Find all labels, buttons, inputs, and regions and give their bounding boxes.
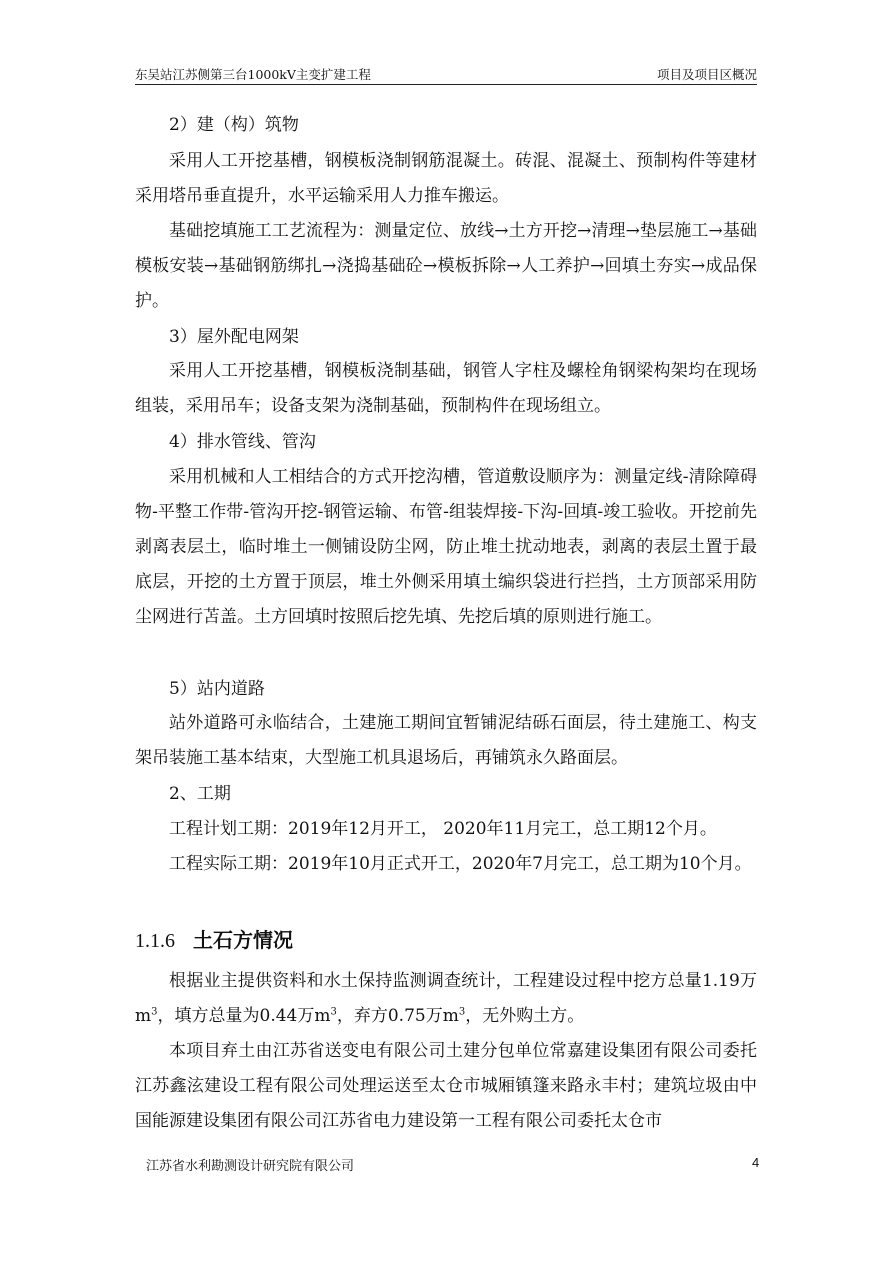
- paragraph-outdoor-frame: 采用人工开挖基槽，钢模板浇制基础，钢管人字柱及螺栓角钢梁构架均在现场组装，采用吊车；设备支架为浇制基础，预制构件在现场组立。: [135, 361, 757, 416]
- heading-outdoor-frame: 3）屋外配电网架: [169, 327, 299, 347]
- paragraph-period-plan: 工程计划工期：2019年12月开工， 2020年11月完工，总工期12个月。: [169, 819, 717, 839]
- earthwork-text-d: ，无外购土方。: [465, 1006, 585, 1026]
- paragraph-drainage: 采用机械和人工相结合的方式开挖沟槽，管道敷设顺序为：测量定线-清除障碍物-平整工作带-管沟开挖-钢管运输、布管-组装焊接-下沟-回填-竣工验收。开挖前先剥离表层土，临时堆土一侧铺设防尘网，防止堆土扰动地表，剥离的表层土置于最底层，开挖的土方置于顶层，堆土外侧采用填土编织袋进行拦挡，土方顶部采用防尘网进行苫盖。土方回填时按照后挖先填、先挖后填的原则进行施工。: [135, 467, 757, 627]
- earthwork-text-c: ，弃方0.75万m: [336, 1006, 459, 1026]
- paragraph-foundation-process: 基础挖填施工工艺流程为：测量定位、放线→土方开挖→清理→垫层施工→基础模板安装→基础钢筋绑扎→浇捣基础砼→模板拆除→人工养护→回填土夯实→成品保护。: [135, 221, 757, 311]
- earthwork-text-a: 根据业主提供资料和水土保持监测调查统计，工程建设过程中挖方总量1.19万m: [135, 971, 757, 1026]
- earthwork-text-b: ，填方总量为0.44万m: [157, 1006, 331, 1026]
- heading-drainage: 4）排水管线、管沟: [169, 432, 316, 452]
- page-number: 4: [752, 1155, 760, 1170]
- paragraph-period-actual: 工程实际工期：2019年10月正式开工，2020年7月完工，总工期为10个月。: [169, 854, 752, 874]
- superscript-3: 3: [458, 1006, 466, 1018]
- section-title: 土石方情况: [193, 928, 293, 952]
- header-section-title: 项目及项目区概况: [656, 67, 757, 82]
- superscript-3: 3: [151, 1006, 158, 1018]
- heading-period: 2、工期: [169, 784, 231, 804]
- paragraph-spoil-disposal: 本项目弃土由江苏省送变电有限公司土建分包单位常嘉建设集团有限公司委托江苏鑫泫建设工程有限公司处理运送至太仓市城厢镇篷来路永丰村；建筑垃圾由中国能源建设集团有限公司江苏省电力建设第一工程有限公司委托太仓市: [135, 1041, 757, 1131]
- paragraph-road: 站外道路可永临结合，土建施工期间宜暂铺泥结砾石面层，待土建施工、构支架吊装施工基本结束，大型施工机具退场后，再铺筑永久路面层。: [135, 713, 757, 768]
- page-header: [135, 62, 757, 85]
- paragraph-earthwork: [135, 964, 757, 1034]
- heading-road: 5）站内道路: [169, 679, 265, 699]
- superscript-3: 3: [330, 1006, 337, 1018]
- footer-organization: 江苏省水利勘测设计研究院有限公司: [146, 1159, 355, 1174]
- section-number: 1.1.6: [135, 930, 175, 952]
- paragraph-building-method: 采用人工开挖基槽，钢模板浇制钢筋混凝土。砖混、混凝土、预制构件等建材采用塔吊垂直提升，水平运输采用人力推车搬运。: [135, 151, 757, 206]
- heading-building: 2）建（构）筑物: [169, 115, 299, 135]
- header-project-title: 东吴站江苏侧第三台1000kV主变扩建工程: [135, 67, 371, 82]
- section-heading: [135, 924, 293, 953]
